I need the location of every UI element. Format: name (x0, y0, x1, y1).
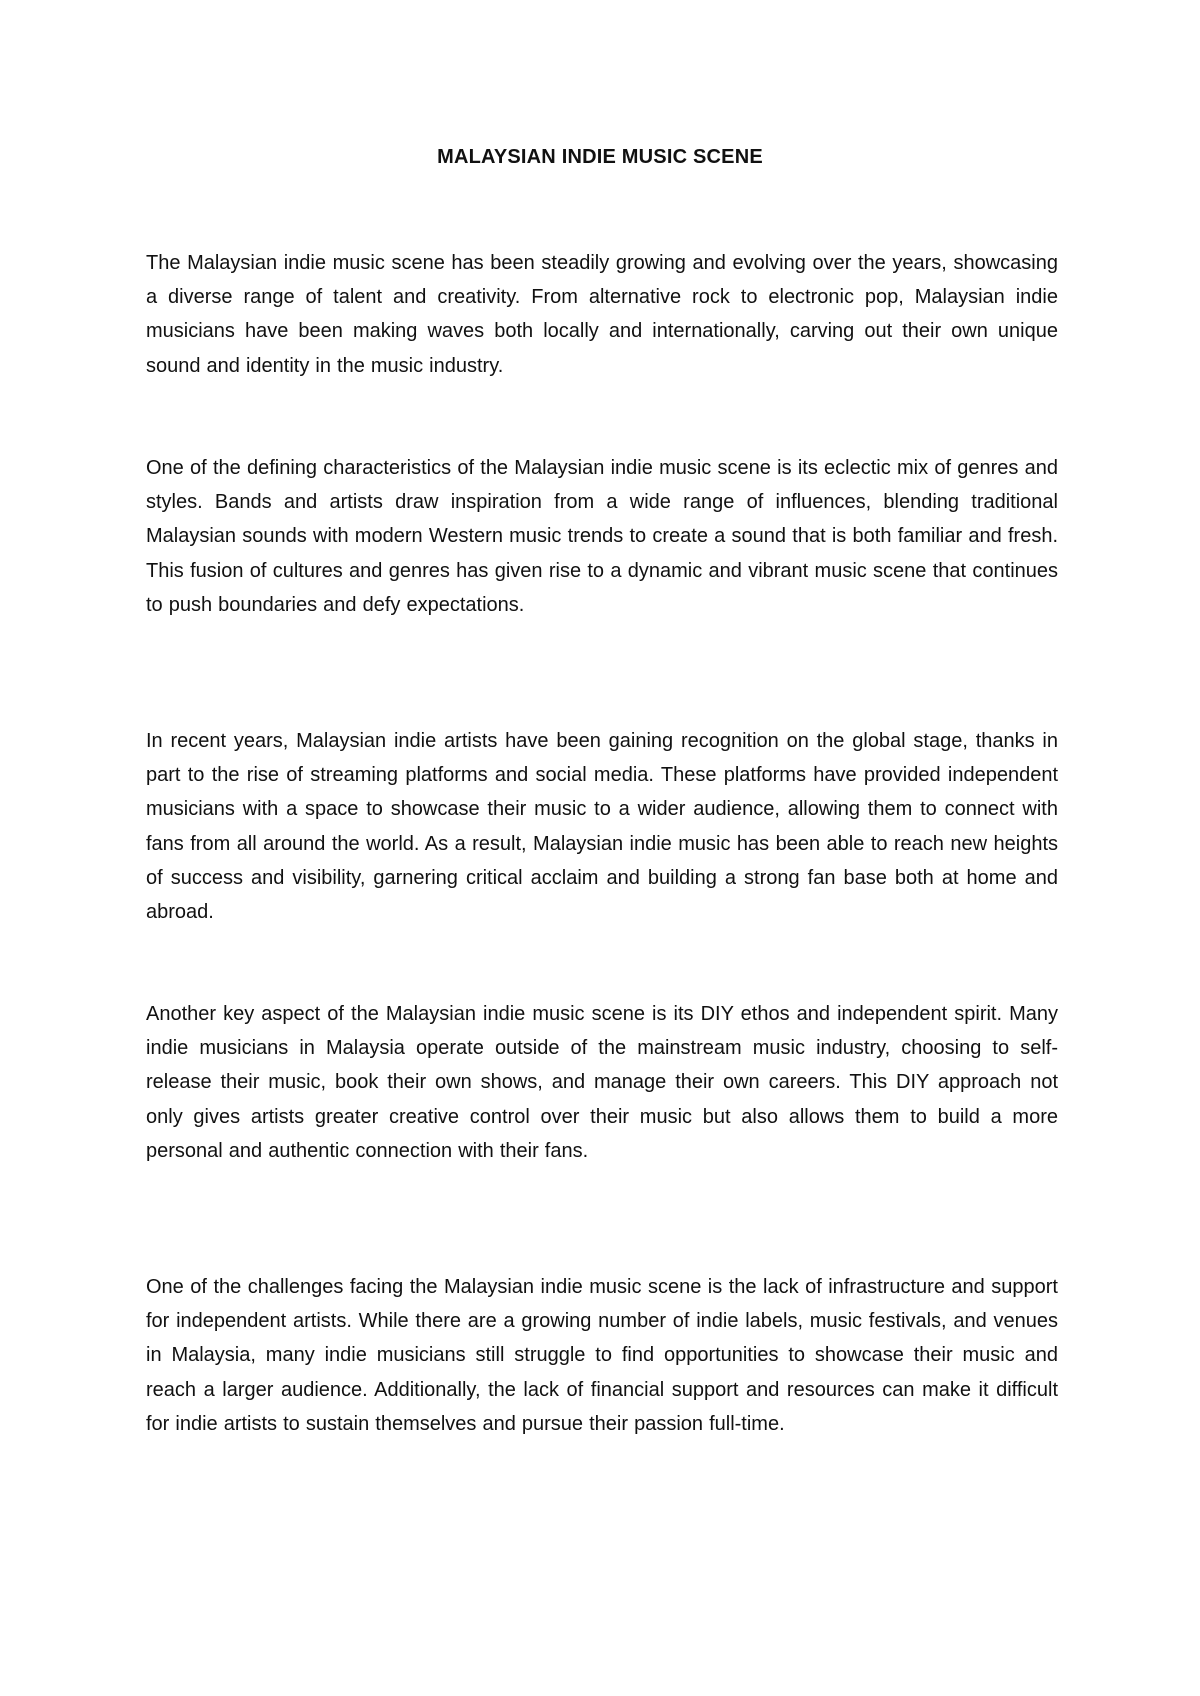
paragraph-intro: The Malaysian indie music scene has been steadily growing and evolving over the years, showcasing a diverse range of talent and creativity. From alternative rock to electronic pop, Malaysian indie musicians have been making waves both locally and internationally, carving out their own unique sound and identity in the music industry. (146, 252, 1058, 377)
paragraph-challenges: One of the challenges facing the Malaysian indie music scene is the lack of infrastructure and support for independent artists. While there are a growing number of indie labels, music festivals, and venues in Malaysia, many indie musicians still struggle to find opportunities to showcase their music and reach a larger audience. Additionally, the lack of financial support and resources can make it difficult for indie artists to sustain themselves and pursue their passion full-time. (146, 1276, 1058, 1435)
paragraph-genres: One of the defining characteristics of the Malaysian indie music scene is its eclectic mix of genres and styles. Bands and artists draw inspiration from a wide range of influences, blending traditional Malaysian sounds with modern Western music trends to create a sound that is both familiar and fresh. This fusion of cultures and genres has given rise to a dynamic and vibrant music scene that continues to push boundaries and defy expectations. (146, 457, 1058, 616)
paragraph-diy-ethos: Another key aspect of the Malaysian indie music scene is its DIY ethos and independent spirit. Many indie musicians in Malaysia operate outside of the mainstream music industry, choosing to self-release their music, book their own shows, and manage their own careers. This DIY approach not only gives artists greater creative control over their music but also allows them to build a more personal and authentic connection with their fans. (146, 1003, 1058, 1162)
paragraph-global-recognition: In recent years, Malaysian indie artists have been gaining recognition on the global stage, thanks in part to the rise of streaming platforms and social media. These platforms have provided independent musicians with a space to showcase their music to a wider audience, allowing them to connect with fans from all around the world. As a result, Malaysian indie music has been able to reach new heights of success and visibility, garnering critical acclaim and building a strong fan base both at home and abroad. (146, 730, 1058, 924)
document-title: MALAYSIAN INDIE MUSIC SCENE (437, 146, 763, 168)
